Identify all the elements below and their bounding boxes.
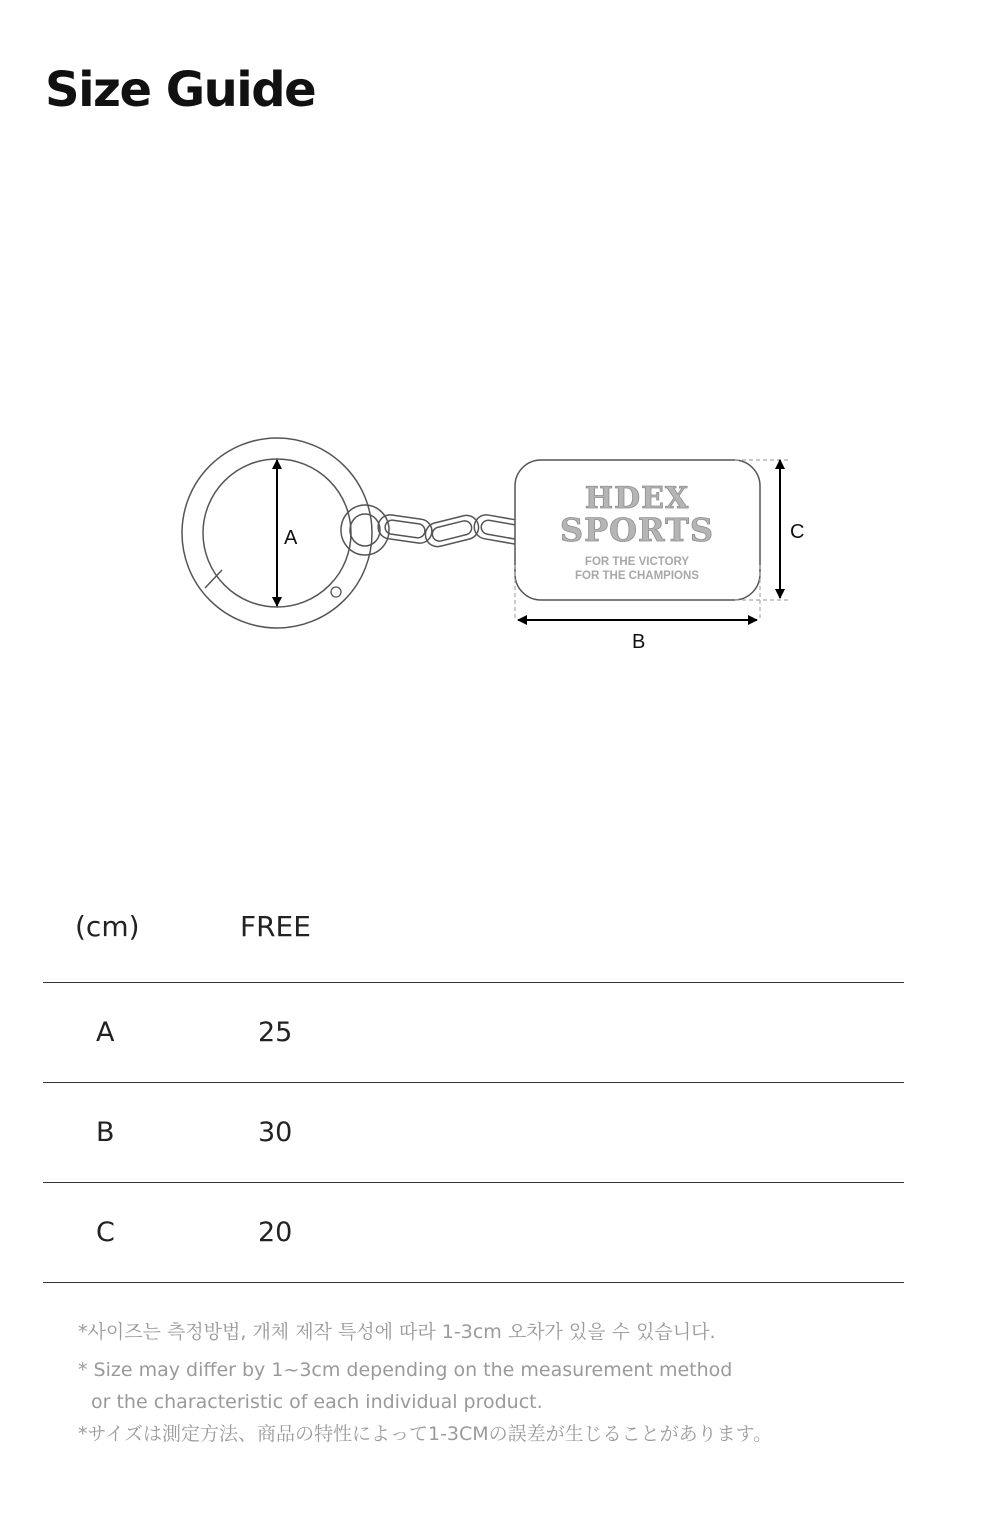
table-row-a — [43, 983, 904, 1083]
row-label: A — [96, 1017, 115, 1048]
size-notes — [78, 1316, 958, 1450]
table-row-c — [43, 1183, 904, 1283]
size-header: FREE — [240, 910, 311, 943]
keychain-diagram — [150, 420, 850, 680]
note-korean: *사이즈는 측정방법, 개체 제작 특성에 따라 1-3cm 오차가 있을 수 있습니다. — [78, 1321, 716, 1343]
note-english-line1: * Size may differ by 1~3cm depending on the measurement method — [78, 1359, 733, 1381]
note-japanese: *サイズは測定方法、商品の特性によって1-3CMの誤差が生じることがあります。 — [78, 1423, 773, 1445]
row-label: B — [96, 1117, 115, 1148]
tag-text-line2: FOR THE CHAMPIONS — [575, 570, 699, 582]
tag-logo-line1: HDEX — [584, 481, 690, 516]
tag-logo-line2: SPORTS — [560, 511, 714, 549]
dimension-label-b: B — [632, 631, 646, 653]
table-row-b — [43, 1083, 904, 1183]
unit-header: (cm) — [75, 910, 140, 943]
page-title: Size Guide — [45, 62, 316, 118]
note-english-line2: or the characteristic of each individual product. — [91, 1391, 543, 1413]
row-value: 25 — [258, 1017, 293, 1048]
dimension-label-a: A — [284, 527, 298, 549]
dimension-label-c: C — [790, 521, 805, 543]
row-value: 20 — [258, 1217, 293, 1248]
row-value: 30 — [258, 1117, 293, 1148]
table-header — [43, 880, 904, 983]
tag-text-line1: FOR THE VICTORY — [584, 556, 690, 568]
size-table — [43, 880, 904, 1283]
dog-tag — [515, 460, 760, 600]
row-label: C — [96, 1217, 115, 1248]
